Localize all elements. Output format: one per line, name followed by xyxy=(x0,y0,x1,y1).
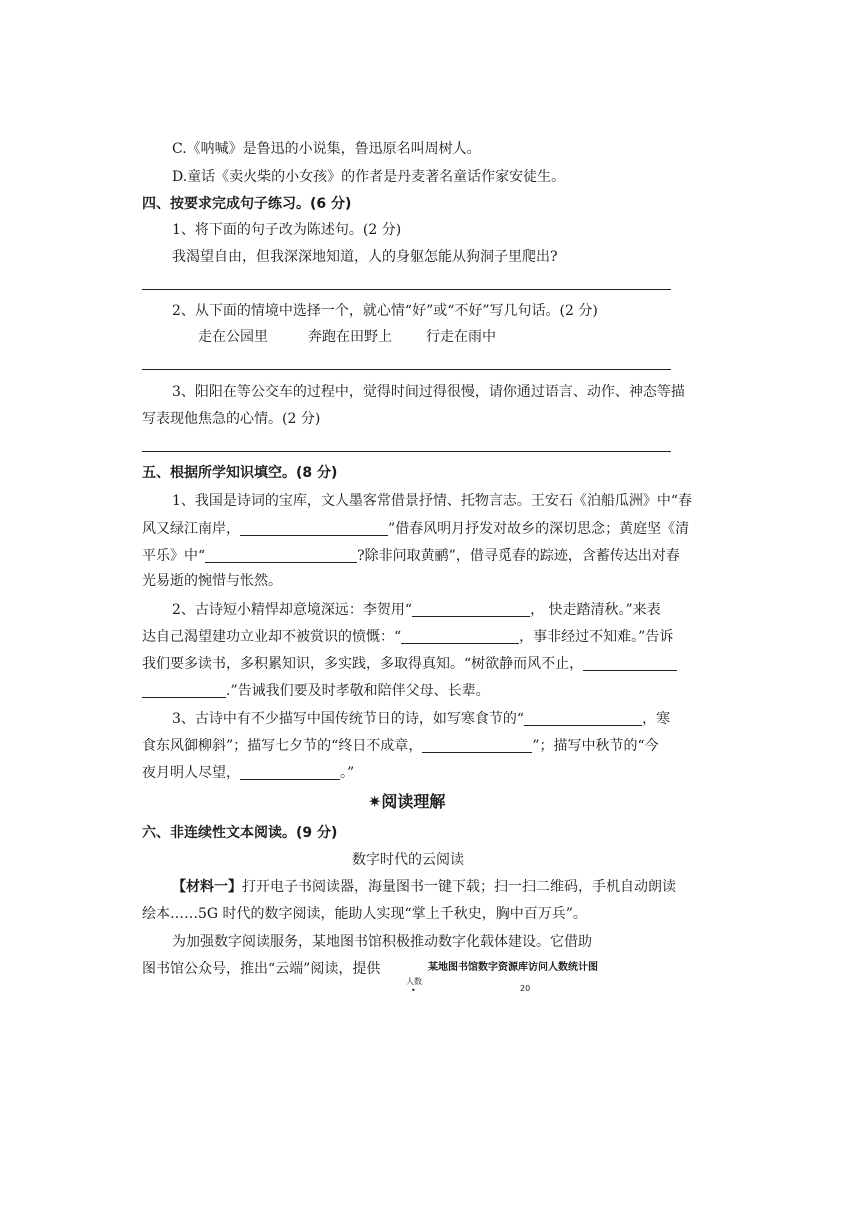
q4-item3-line1: 3、阳阳在等公交车的过程中，觉得时间过得很慢，请你通过语言、动作、神态等描 xyxy=(172,384,685,400)
chart-title: 某地图书馆数字资源库访问人数统计图 xyxy=(428,962,598,973)
chart-ylabel: 人数 xyxy=(406,977,422,986)
q4-item1-prompt: 1、将下面的句子改为陈述句。(2 分) xyxy=(172,222,402,238)
option-c: C.《呐喊》是鲁迅的小说集，鲁迅原名叫周树人。 xyxy=(172,141,481,157)
answer-line[interactable] xyxy=(142,289,671,290)
material1-line1: 【材料一】打开电子书阅读器，海量图书一键下载；扫一扫二维码，手机自动朗读 xyxy=(172,879,676,895)
q5-p1-line3: 平乐》中“ ?除非问取黄鹂”，借寻觅春的踪迹，含蓄传达出对春 xyxy=(142,548,680,564)
fill-blank[interactable] xyxy=(583,656,677,671)
q5-heading: 五、根据所学知识填空。(8 分) xyxy=(142,465,338,481)
chart-axis-arrow: • xyxy=(411,986,416,995)
fill-blank[interactable] xyxy=(412,602,530,617)
q5-p3-line1: 3、古诗中有不少描写中国传统节日的诗，如写寒食节的“ ，寒 xyxy=(172,711,671,727)
chart-tick-label: 20 xyxy=(520,984,531,993)
q4-option-rain: 行走在雨中 xyxy=(426,329,496,345)
q5-p2-line3: 我们要多读书，多积累知识，多实践，多取得真知。“树欲静而风不止， xyxy=(142,656,677,671)
q4-option-field: 奔跑在田野上 xyxy=(308,329,392,345)
answer-line[interactable] xyxy=(142,451,671,452)
q5-p2-line4: .”告诫我们要及时孝敬和陪伴父母、长辈。 xyxy=(142,683,490,698)
q5-p1-line2: 风又绿江南岸， ”借春风明月抒发对故乡的深切思念；黄庭坚《清 xyxy=(142,521,690,537)
material2-line1: 为加强数字阅读服务，某地图书馆积极推动数字化载体建设。它借助 xyxy=(172,934,592,950)
option-d: D.童话《卖火柴的小女孩》的作者是丹麦著名童话作家安徒生。 xyxy=(172,169,566,185)
q4-item3-line2: 写表现他焦急的心情。(2 分) xyxy=(142,411,321,427)
fill-blank[interactable] xyxy=(142,683,226,698)
fill-blank[interactable] xyxy=(524,711,642,726)
star-icon: ✷ xyxy=(368,792,382,811)
q4-heading: 四、按要求完成句子练习。(6 分) xyxy=(142,196,352,212)
answer-line[interactable] xyxy=(142,369,671,370)
fill-blank[interactable] xyxy=(401,629,519,644)
q5-p2-line2: 达自己渴望建功立业却不被赏识的愤慨：“ ，事非经过不知难。”告诉 xyxy=(142,629,674,645)
fill-blank[interactable] xyxy=(205,548,357,563)
material2-line2: 图书馆公众号，推出“云端”阅读，提供 xyxy=(142,961,381,977)
q5-p3-line2: 食东风御柳斜”；描写七夕节的“终日不成章， ”；描写中秋节的“今 xyxy=(142,738,659,754)
material1-line2: 绘本……5G 时代的数字阅读，能助人实现“掌上千秋史，胸中百万兵”。 xyxy=(142,906,587,922)
fill-blank[interactable] xyxy=(240,765,340,780)
fill-blank[interactable] xyxy=(422,738,532,753)
material1-tag: 【材料一】 xyxy=(172,879,242,895)
section-title: ✷阅读理解 xyxy=(368,792,446,811)
article-title: 数字时代的云阅读 xyxy=(352,852,464,868)
q5-p1-line4: 光易逝的惋惜与怅然。 xyxy=(142,573,282,589)
q5-p1-line1: 1、我国是诗词的宝库，文人墨客常借景抒情、托物言志。王安石《泊船瓜洲》中“春 xyxy=(172,493,693,509)
q5-p3-line3: 夜月明人尽望， 。” xyxy=(142,765,355,781)
q6-heading: 六、非连续性文本阅读。(9 分) xyxy=(142,825,338,841)
q5-p2-line1: 2、古诗短小精悍却意境深远：李贺用“ ， 快走踏清秋。”来表 xyxy=(172,602,661,618)
q4-option-park: 走在公园里 xyxy=(198,329,268,345)
q4-item2-prompt: 2、从下面的情境中选择一个，就心情“好”或“不好”写几句话。(2 分) xyxy=(172,303,598,319)
fill-blank[interactable] xyxy=(240,521,388,536)
q4-item1-sentence: 我渴望自由，但我深深地知道，人的身躯怎能从狗洞子里爬出? xyxy=(172,249,558,265)
